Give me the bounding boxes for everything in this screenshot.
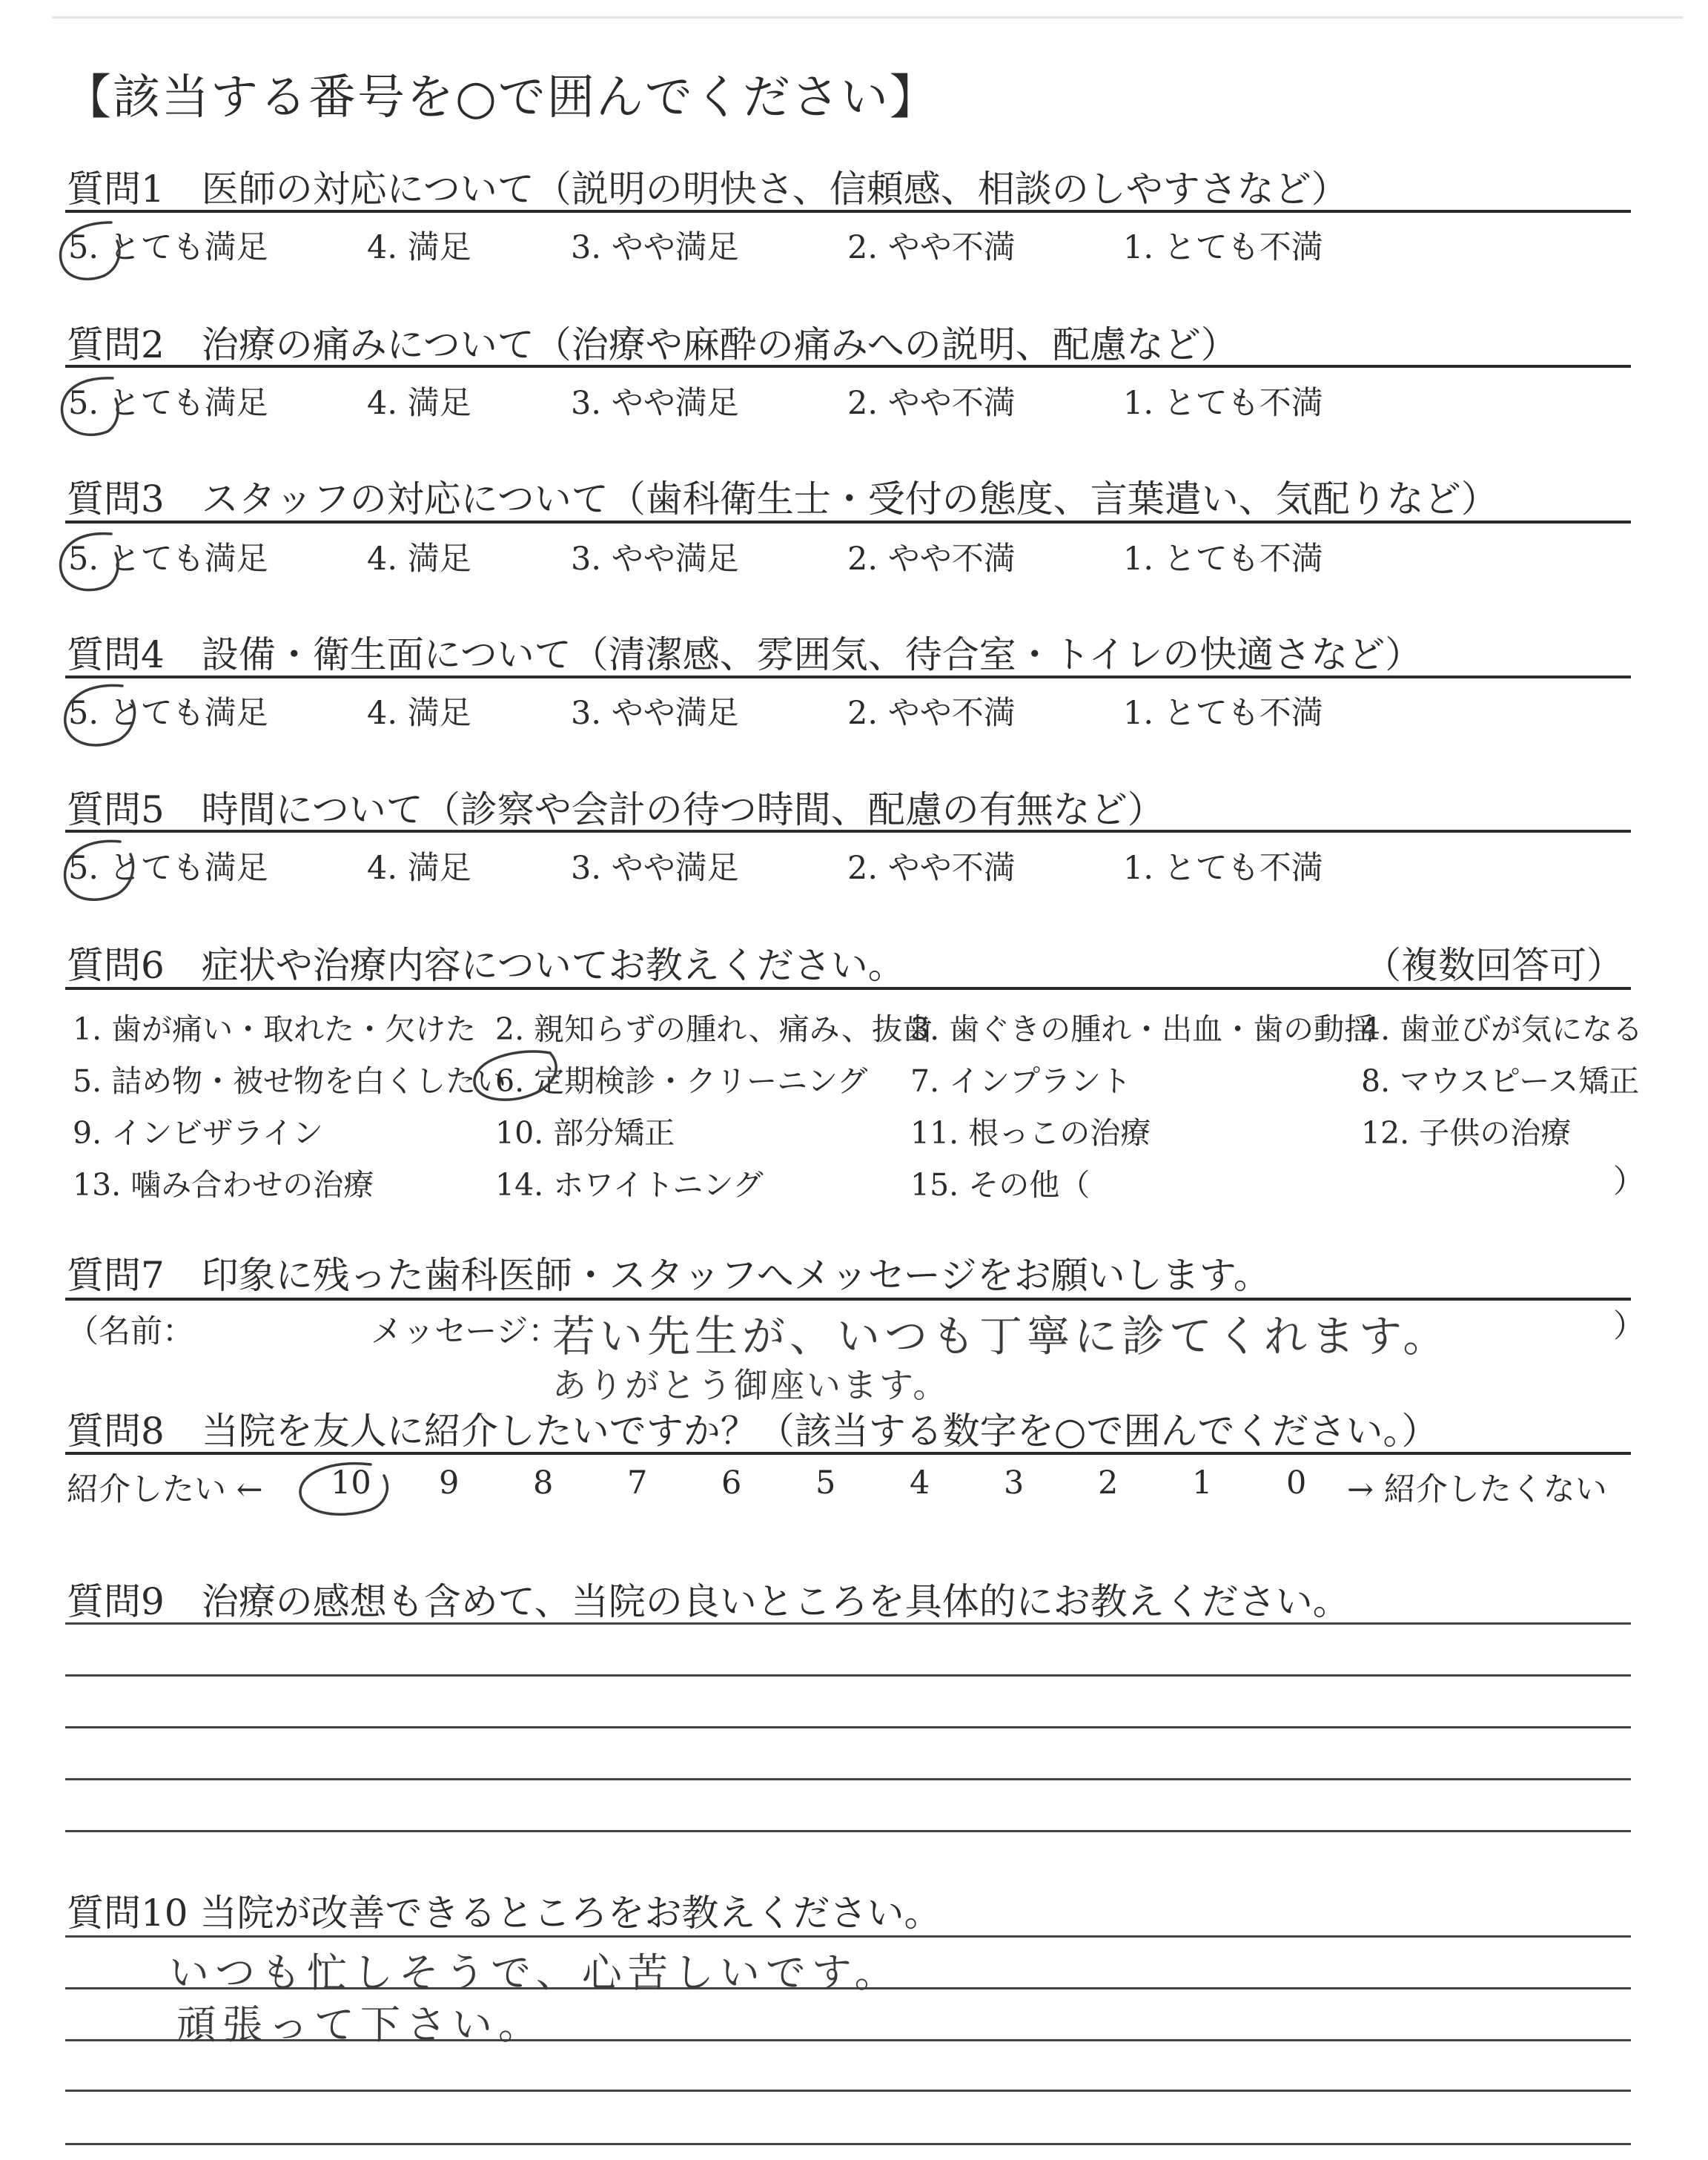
q6-other-close-paren: ） xyxy=(1613,1163,1645,1200)
q1-option-5[interactable]: 5. とても満足 xyxy=(68,229,268,266)
q2-option-5[interactable]: 5. とても満足 xyxy=(68,385,268,422)
q3-option-1[interactable]: 1. とても不満 xyxy=(1123,541,1323,578)
q3-option-3[interactable]: 3. やや満足 xyxy=(571,541,739,578)
question-7-rule xyxy=(65,1298,1631,1301)
q6-option-7[interactable]: 7. インプラント xyxy=(910,1063,1132,1099)
form-header: 【該当する番号を○で囲んでください】 xyxy=(64,70,939,125)
q8-right-label: → 紹介したくない xyxy=(1347,1471,1607,1508)
question-6-title: 質問6 症状や治療内容についてお教えください。 xyxy=(67,944,905,987)
q5-option-2[interactable]: 2. やや不満 xyxy=(847,850,1016,887)
q6-option-8[interactable]: 8. マウスピース矯正 xyxy=(1361,1063,1640,1099)
q8-score-2[interactable]: 2 xyxy=(1098,1464,1119,1502)
q9-writing-line-1[interactable] xyxy=(65,1622,1631,1625)
q4-option-1[interactable]: 1. とても不満 xyxy=(1123,695,1323,732)
question-1-rule xyxy=(65,210,1631,213)
question-2-rule xyxy=(65,365,1631,368)
q4-option-5[interactable]: 5. とても満足 xyxy=(68,695,268,732)
q10-writing-line-1[interactable] xyxy=(65,1935,1631,1938)
q8-score-0[interactable]: 0 xyxy=(1286,1464,1307,1502)
question-8-rule xyxy=(65,1452,1631,1455)
question-5-title: 質問5 時間について（診察や会計の待つ時間、配慮の有無など） xyxy=(67,788,1165,831)
q4-option-4[interactable]: 4. 満足 xyxy=(367,695,471,732)
q4-option-2[interactable]: 2. やや不満 xyxy=(847,695,1016,732)
q8-score-7[interactable]: 7 xyxy=(627,1464,648,1502)
q8-left-label: 紹介したい ← xyxy=(67,1471,263,1508)
q1-option-1[interactable]: 1. とても不満 xyxy=(1123,229,1323,266)
q5-option-1[interactable]: 1. とても不満 xyxy=(1123,850,1323,887)
q6-option-12[interactable]: 12. 子供の治療 xyxy=(1361,1115,1572,1151)
q8-score-5[interactable]: 5 xyxy=(815,1464,836,1502)
q8-score-4[interactable]: 4 xyxy=(910,1464,930,1502)
q6-option-6[interactable]: 6. 定期検診・クリーニング xyxy=(495,1063,868,1099)
question-6-note: （複数回答可） xyxy=(1364,944,1623,987)
q8-score-3[interactable]: 3 xyxy=(1004,1464,1025,1502)
question-3-title: 質問3 スタッフの対応について（歯科衛生士・受付の態度、言葉遣い、気配りなど） xyxy=(67,478,1498,521)
q9-writing-line-3[interactable] xyxy=(65,1726,1631,1728)
q7-message-handwritten-line2: ありがとう御座います。 xyxy=(552,1365,950,1405)
q8-score-6[interactable]: 6 xyxy=(721,1464,742,1502)
question-6-rule xyxy=(65,987,1631,990)
q8-score-10[interactable]: 10 xyxy=(331,1464,371,1502)
q6-option-3[interactable]: 3. 歯ぐきの腫れ・出血・歯の動揺 xyxy=(910,1011,1375,1047)
q9-writing-line-2[interactable] xyxy=(65,1674,1631,1677)
q6-option-13[interactable]: 13. 噛み合わせの治療 xyxy=(73,1167,374,1203)
q7-message-label: メッセージ： xyxy=(371,1313,560,1350)
q6-option-4[interactable]: 4. 歯並びが気になる xyxy=(1361,1011,1644,1047)
question-9-title: 質問9 治療の感想も含めて、当院の良いところを具体的にお教えください。 xyxy=(67,1580,1350,1623)
q6-option-5[interactable]: 5. 詰め物・被せ物を白くしたい xyxy=(73,1063,507,1099)
question-1-title: 質問1 医師の対応について（説明の明快さ、信頼感、相談のしやすさなど） xyxy=(67,168,1348,211)
q3-option-4[interactable]: 4. 満足 xyxy=(367,541,471,578)
question-8-title: 質問8 当院を友人に紹介したいですか？（該当する数字を○で囲んでください。） xyxy=(67,1410,1439,1453)
q1-option-4[interactable]: 4. 満足 xyxy=(367,229,471,266)
q6-option-15[interactable]: 15. その他（ xyxy=(910,1167,1090,1203)
q3-option-2[interactable]: 2. やや不満 xyxy=(847,541,1016,578)
q4-option-3[interactable]: 3. やや満足 xyxy=(571,695,739,732)
q6-option-1[interactable]: 1. 歯が痛い・取れた・欠けた xyxy=(73,1011,477,1047)
q7-message-handwritten-line1: 若い先生が、いつも丁寧に診てくれます。 xyxy=(552,1311,1451,1361)
question-3-rule xyxy=(65,521,1631,524)
q6-option-14[interactable]: 14. ホワイトニング xyxy=(495,1167,764,1203)
q1-option-2[interactable]: 2. やや不満 xyxy=(847,229,1016,266)
q2-option-3[interactable]: 3. やや満足 xyxy=(571,385,739,422)
q2-option-4[interactable]: 4. 満足 xyxy=(367,385,471,422)
q7-name-label: （名前： xyxy=(67,1313,194,1350)
q9-writing-line-4[interactable] xyxy=(65,1778,1631,1780)
q8-score-1[interactable]: 1 xyxy=(1192,1464,1213,1502)
q5-option-4[interactable]: 4. 満足 xyxy=(367,850,471,887)
q5-option-5[interactable]: 5. とても満足 xyxy=(68,850,268,887)
q10-writing-line-5[interactable] xyxy=(65,2143,1631,2145)
question-4-title: 質問4 設備・衛生面について（清潔感、雰囲気、待合室・トイレの快適さなど） xyxy=(67,633,1423,676)
q10-answer-handwritten-line2: 頑張って下さい。 xyxy=(176,2001,544,2048)
question-2-title: 質問2 治療の痛みについて（治療や麻酔の痛みへの説明、配慮など） xyxy=(67,323,1238,366)
q5-option-3[interactable]: 3. やや満足 xyxy=(571,850,739,887)
scan-top-edge xyxy=(52,16,1683,19)
q6-option-10[interactable]: 10. 部分矯正 xyxy=(495,1115,675,1151)
q1-option-3[interactable]: 3. やや満足 xyxy=(571,229,739,266)
q6-option-2[interactable]: 2. 親知らずの腫れ、痛み、抜歯 xyxy=(495,1011,933,1047)
q6-option-9[interactable]: 9. インビザライン xyxy=(73,1115,323,1151)
q10-writing-line-4[interactable] xyxy=(65,2090,1631,2092)
q8-score-9[interactable]: 9 xyxy=(439,1464,460,1502)
q2-option-2[interactable]: 2. やや不満 xyxy=(847,385,1016,422)
q10-answer-handwritten-line1: いつも忙しそうで、心苦しいです。 xyxy=(169,1949,901,1996)
q7-close-paren: ） xyxy=(1613,1308,1645,1345)
q6-option-11[interactable]: 11. 根っこの治療 xyxy=(910,1115,1151,1151)
q2-option-1[interactable]: 1. とても不満 xyxy=(1123,385,1323,422)
question-10-title: 質問10 当院が改善できるところをお教えください。 xyxy=(67,1892,941,1935)
q9-writing-line-5[interactable] xyxy=(65,1830,1631,1832)
q3-option-5[interactable]: 5. とても満足 xyxy=(68,541,268,578)
q8-score-8[interactable]: 8 xyxy=(533,1464,554,1502)
question-4-rule xyxy=(65,676,1631,678)
question-5-rule xyxy=(65,830,1631,833)
question-7-title: 質問7 印象に残った歯科医師・スタッフへメッセージをお願いします。 xyxy=(67,1254,1271,1297)
